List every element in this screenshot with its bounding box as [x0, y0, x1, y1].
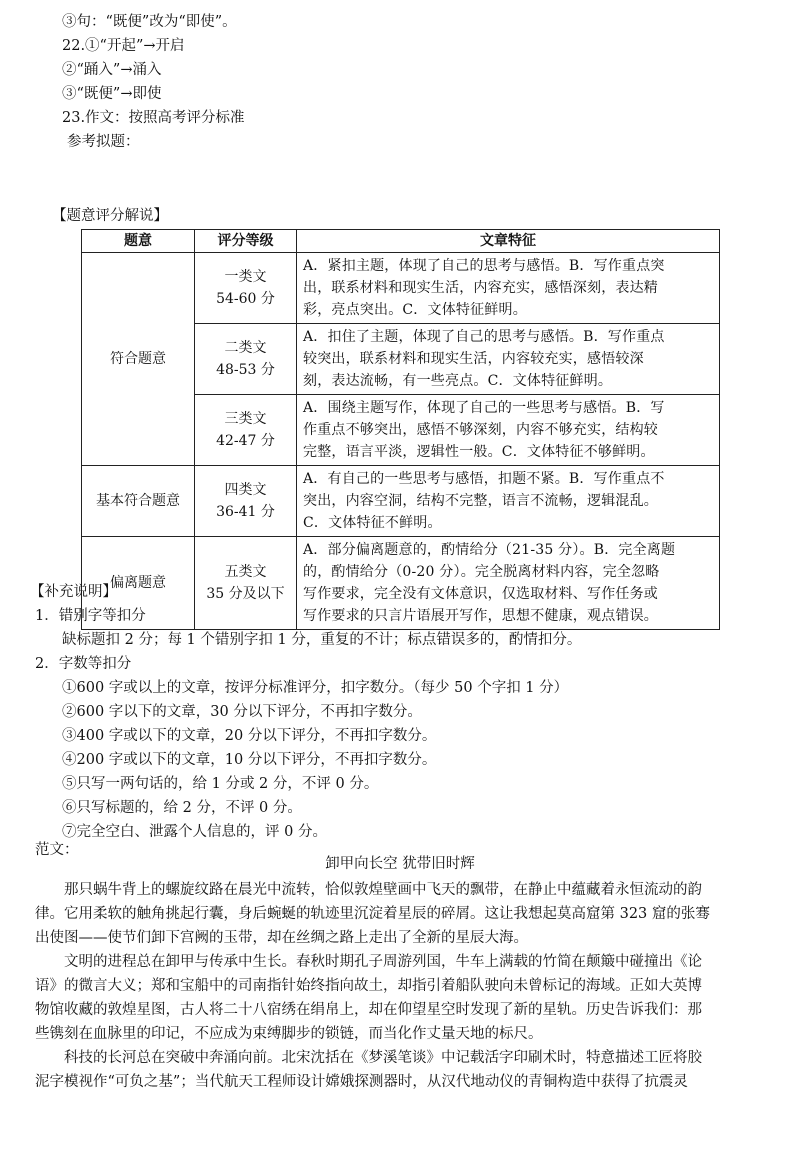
- grade-score: 36-41 分: [216, 504, 275, 520]
- feature-cell: [297, 253, 720, 324]
- group-cell: 偏离题意: [82, 537, 195, 630]
- list-item: ①600 字或以上的文章，按评分标准评分，扣字数分。（每少 50 个字扣 1 分）: [62, 680, 569, 696]
- essay-paragraph-3: [35, 1046, 765, 1094]
- essay-paragraph-1: [35, 878, 765, 950]
- feature-line: A．扣住了主题，体现了自己的思考与感悟。B．写作重点: [303, 329, 665, 345]
- paragraph-line: 些镌刻在血脉里的印记，不应成为束缚脚步的锁链，而当化作丈量天地的标尺。: [35, 1026, 543, 1042]
- list-item: ⑤只写一两句话的，给 1 分或 2 分，不评 0 分。: [62, 776, 379, 792]
- list-item: ③400 字或以下的文章，20 分以下评分，不再扣字数分。: [62, 728, 437, 744]
- grade-cell: [195, 395, 297, 466]
- table-header-row: [82, 230, 720, 253]
- feature-line: 写作要求，完全没有文体意识，仅选取材料、写作任务或: [303, 586, 658, 602]
- grade-score: 42-47 分: [216, 433, 275, 449]
- feature-line: 完整，语言平淡，逻辑性一般。C．文体特征不够鲜明。: [303, 444, 655, 460]
- grade-label: 一类文: [224, 269, 267, 285]
- feature-line: 较突出，联系材料和现实生活，内容较充实，感悟较深: [303, 351, 644, 367]
- grade-cell: [195, 466, 297, 537]
- grade-cell: [195, 253, 297, 324]
- grade-label: 五类文: [224, 564, 267, 580]
- table-row: [82, 537, 720, 630]
- feature-line: A．部分偏离题意的，酌情给分（21-35 分）。B．完全离题: [303, 542, 676, 558]
- feature-line: C．文体特征不鲜明。: [303, 515, 442, 531]
- header-cell: 题意: [82, 230, 195, 253]
- list-item: ⑥只写标题的，给 2 分，不评 0 分。: [62, 800, 302, 816]
- rubric-table: [81, 229, 720, 630]
- list-item: ⑦完全空白、泄露个人信息的，评 0 分。: [62, 824, 327, 840]
- feature-line: A．有自己的一些思考与感悟，扣题不紧。B．写作重点不: [303, 471, 665, 487]
- grade-label: 二类文: [224, 340, 267, 356]
- grade-label: 三类文: [224, 411, 267, 427]
- essay-label: 范文：: [35, 842, 79, 858]
- answer-line-3: ②“踊入”→涌入: [62, 62, 162, 78]
- header-cell: 评分等级: [195, 230, 297, 253]
- list-item: ④200 字或以下的文章，10 分以下评分，不再扣字数分。: [62, 752, 437, 768]
- grade-label: 四类文: [224, 482, 267, 498]
- feature-cell: [297, 537, 720, 630]
- grade-cell: [195, 324, 297, 395]
- feature-line: 作重点不够突出，感悟不够深刻，内容不够充实，结构较: [303, 422, 658, 438]
- supplement-section-2-title: 2．字数等扣分: [35, 656, 132, 672]
- supplement-section-1-text: 缺标题扣 2 分；每 1 个错别字扣 1 分，重复的不计；标点错误多的，酌情扣分。: [62, 632, 582, 648]
- feature-cell: [297, 324, 720, 395]
- group-cell: 符合题意: [82, 253, 195, 466]
- supplement-section-1-title: 1．错别字等扣分: [35, 608, 146, 624]
- feature-line: 彩，亮点突出。C．文体特征鲜明。: [303, 302, 527, 318]
- feature-line: 出，联系材料和现实生活，内容充实，感悟深刻，表达精: [303, 280, 658, 296]
- header-cell: 文章特征: [297, 230, 720, 253]
- feature-cell: [297, 395, 720, 466]
- paragraph-line: 文明的进程总在卸甲与传承中生长。春秋时期孔子周游列国，牛车上满载的竹简在颠簸中碰撞出《论: [64, 954, 702, 970]
- feature-line: 写作要求的只言片语展开写作，思想不健康，观点错误。: [303, 608, 658, 624]
- grade-cell: [195, 537, 297, 630]
- feature-cell: [297, 466, 720, 537]
- paragraph-line: 语》的微言大义；郑和宝船中的司南指针始终指向故土，却指引着船队驶向未曾标记的海域。正如大英博: [35, 978, 702, 994]
- group-cell: 基本符合题意: [82, 466, 195, 537]
- answer-line-4: ③“既便”→即使: [62, 86, 162, 102]
- list-item: ②600 字以下的文章，30 分以下评分，不再扣字数分。: [62, 704, 422, 720]
- answer-line-6: 参考拟题：: [67, 134, 140, 150]
- grade-score: 35 分及以下: [206, 586, 285, 602]
- feature-line: A．紧扣主题，体现了自己的思考与感悟。B．写作重点突: [303, 258, 665, 274]
- essay-title: 卸甲向长空 犹带旧时辉: [325, 856, 475, 872]
- grade-score: 54-60 分: [216, 291, 275, 307]
- paragraph-line: 出使图——使节们卸下宫阙的玉带，却在丝绸之路上走出了全新的星辰大海。: [35, 930, 528, 946]
- grade-score: 48-53 分: [216, 362, 275, 378]
- supplement-heading: 【补充说明】: [30, 584, 117, 600]
- feature-line: 刻，表达流畅，有一些亮点。C．文体特征鲜明。: [303, 373, 613, 389]
- essay-paragraph-2: [35, 950, 765, 1046]
- table-row: [82, 253, 720, 324]
- answer-line-5: 23.作文：按照高考评分标准: [62, 110, 245, 126]
- answer-line-2: 22.①“开起”→开启: [62, 38, 185, 54]
- feature-line: 的，酌情给分（0-20 分）。完全脱离材料内容，完全忽略: [303, 564, 660, 580]
- paragraph-line: 科技的长河总在突破中奔涌向前。北宋沈括在《梦溪笔谈》中记载活字印刷术时，特意描述工匠将胶: [64, 1050, 702, 1066]
- feature-line: 突出，内容空洞，结构不完整，语言不流畅，逻辑混乱。: [303, 493, 658, 509]
- paragraph-line: 那只蜗牛背上的螺旋纹路在晨光中流转，恰似敦煌壁画中飞天的飘带，在静止中蕴藏着永恒流动的韵: [64, 882, 702, 898]
- answer-line-1: ③句：“既便”改为“即使”。: [62, 14, 237, 30]
- paragraph-line: 泥字模视作“可负之基”；当代航天工程师设计嫦娥探测器时，从汉代地动仪的青铜构造中获得了抗震灵: [35, 1074, 688, 1090]
- rubric-heading: 【题意评分解说】: [52, 208, 168, 224]
- feature-line: A．围绕主题写作，体现了自己的一些思考与感悟。B．写: [303, 400, 665, 416]
- paragraph-line: 物馆收藏的敦煌星图，古人将二十八宿绣在绢帛上，却在仰望星空时发现了新的星轨。历史告诉我们：那: [35, 1002, 702, 1018]
- table-row: [82, 466, 720, 537]
- paragraph-line: 律。它用柔软的触角挑起行囊，身后蜿蜒的轨迹里沉淀着星辰的碎屑。这让我想起莫高窟第 323 窟的张骞: [35, 906, 710, 922]
